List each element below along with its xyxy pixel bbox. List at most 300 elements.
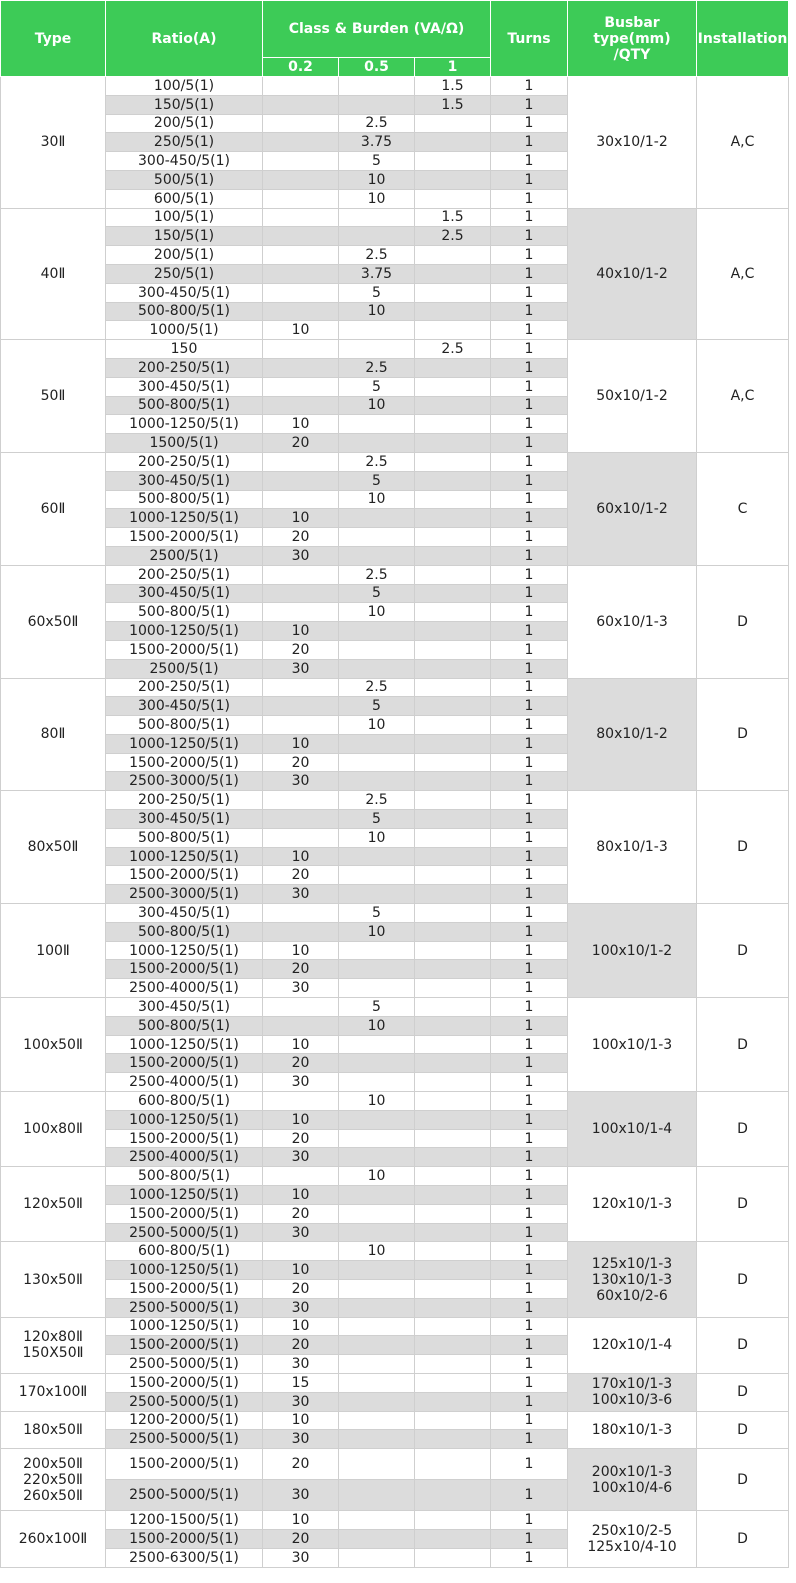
busbar-cell [568,208,697,340]
class-0-5-cell: 10 [339,396,415,415]
turns-cell: 1 [491,1373,568,1392]
ratio-cell: 300-450/5(1) [106,904,263,923]
class-0-2-cell [263,1167,339,1186]
installation-cell: D [697,565,789,678]
class-0-2-cell: 10 [263,1511,339,1530]
class-1-cell [415,152,491,171]
header-class-1: 1 [415,58,491,77]
turns-cell: 1 [491,246,568,265]
class-0-5-cell: 10 [339,490,415,509]
class-0-5-cell: 5 [339,152,415,171]
ratio-cell: 2500-5000/5(1) [106,1392,263,1411]
turns-cell: 1 [491,1430,568,1449]
installation-cell: D [697,1373,789,1411]
ratio-cell: 1500-2000/5(1) [106,866,263,885]
class-1-cell [415,264,491,283]
class-1-cell [415,584,491,603]
type-cell [1,340,106,453]
class-0-5-cell: 3.75 [339,133,415,152]
turns-cell: 1 [491,678,568,697]
ratio-cell: 300-450/5(1) [106,697,263,716]
ratio-cell: 500-800/5(1) [106,396,263,415]
turns-cell: 1 [491,866,568,885]
class-0-5-cell [339,1280,415,1299]
class-1-cell [415,847,491,866]
table-row [1,1242,789,1261]
class-0-5-cell [339,734,415,753]
ratio-cell: 1000/5(1) [106,321,263,340]
ratio-cell: 1200-1500/5(1) [106,1511,263,1530]
type-cell [1,1411,106,1449]
turns-cell: 1 [491,528,568,547]
class-0-5-cell [339,1148,415,1167]
ratio-cell: 1500-2000/5(1) [106,1449,263,1480]
turns-cell: 1 [491,998,568,1017]
installation-cell: D [697,904,789,998]
class-0-2-cell: 10 [263,509,339,528]
header-busbar [568,1,697,77]
class-0-2-cell [263,302,339,321]
ratio-cell: 1000-1250/5(1) [106,1110,263,1129]
turns-cell: 1 [491,941,568,960]
turns-cell: 1 [491,922,568,941]
class-0-5-cell [339,528,415,547]
class-0-5-cell [339,1548,415,1567]
busbar-cell [568,452,697,565]
class-0-5-cell: 5 [339,377,415,396]
ratio-cell: 1500-2000/5(1) [106,1280,263,1299]
busbar-cell [568,77,697,209]
class-1-cell [415,1035,491,1054]
class-0-5-cell: 5 [339,697,415,716]
class-0-5-cell [339,1186,415,1205]
turns-cell: 1 [491,1261,568,1280]
type-label: 260x50Ⅱ [23,1487,83,1504]
ratio-cell: 500-800/5(1) [106,828,263,847]
ratio-cell: 2500/5(1) [106,546,263,565]
type-cell [1,791,106,904]
ratio-cell: 1000-1250/5(1) [106,847,263,866]
class-0-5-cell: 5 [339,904,415,923]
turns-cell: 1 [491,434,568,453]
busbar-cell [568,1167,697,1242]
ratio-cell: 2500-4000/5(1) [106,1073,263,1092]
class-0-2-cell [263,716,339,735]
class-0-2-cell: 20 [263,1336,339,1355]
class-1-cell [415,1430,491,1449]
class-0-5-cell [339,546,415,565]
installation-cell: A,C [697,340,789,453]
ratio-cell: 1000-1250/5(1) [106,509,263,528]
turns-cell: 1 [491,471,568,490]
class-0-5-cell [339,1411,415,1430]
class-1-cell [415,960,491,979]
busbar-label: 80x10/1-2 [596,726,668,743]
table-row [1,208,789,227]
table-row [1,1317,789,1336]
installation-cell: D [697,1317,789,1373]
class-0-2-cell [263,471,339,490]
header-busbar-line: type(mm) [593,30,671,47]
type-cell [1,1092,106,1167]
turns-cell: 1 [491,1073,568,1092]
class-0-2-cell: 20 [263,528,339,547]
turns-cell: 1 [491,95,568,114]
ratio-cell: 200-250/5(1) [106,358,263,377]
class-0-5-cell: 10 [339,828,415,847]
class-0-5-cell: 2.5 [339,452,415,471]
ratio-cell: 1200-2000/5(1) [106,1411,263,1430]
class-0-5-cell: 10 [339,603,415,622]
class-1-cell [415,810,491,829]
type-cell [1,77,106,209]
class-0-5-cell [339,979,415,998]
busbar-cell [568,565,697,678]
class-0-5-cell [339,866,415,885]
table-row [1,904,789,923]
ratio-cell: 2500-5000/5(1) [106,1298,263,1317]
ratio-cell: 150/5(1) [106,227,263,246]
ratio-cell: 500-800/5(1) [106,603,263,622]
ratio-cell: 200-250/5(1) [106,678,263,697]
class-0-2-cell: 20 [263,1529,339,1548]
class-0-5-cell: 2.5 [339,358,415,377]
turns-cell: 1 [491,1548,568,1567]
busbar-label: 170x10/1-3 [591,1376,673,1393]
class-0-2-cell [263,565,339,584]
installation-cell: D [697,791,789,904]
class-0-5-cell: 2.5 [339,678,415,697]
ratio-cell: 100/5(1) [106,77,263,96]
ratio-cell: 200/5(1) [106,246,263,265]
class-1-cell [415,1317,491,1336]
class-1-cell [415,1355,491,1374]
busbar-label: 50x10/1-2 [596,388,668,405]
class-0-2-cell [263,922,339,941]
ratio-cell: 500-800/5(1) [106,490,263,509]
type-label: 120x80Ⅱ [23,1329,83,1346]
header-busbar-line: Busbar [604,14,660,31]
turns-cell: 1 [491,697,568,716]
turns-cell: 1 [491,979,568,998]
class-1-cell [415,1110,491,1129]
turns-cell: 1 [491,208,568,227]
type-label: 80x50Ⅱ [27,839,79,856]
class-0-2-cell: 20 [263,434,339,453]
header-installation: Installation [697,1,789,77]
class-1-cell [415,1054,491,1073]
table-row [1,791,789,810]
turns-cell: 1 [491,1411,568,1430]
class-1-cell [415,509,491,528]
class-1-cell [415,697,491,716]
class-0-5-cell [339,208,415,227]
turns-cell: 1 [491,302,568,321]
class-0-5-cell [339,847,415,866]
class-1-cell: 2.5 [415,227,491,246]
class-1-cell [415,471,491,490]
turns-cell: 1 [491,584,568,603]
table-body [1,77,789,1568]
class-0-5-cell [339,1373,415,1392]
class-0-5-cell: 10 [339,1167,415,1186]
class-0-5-cell [339,1392,415,1411]
turns-cell: 1 [491,640,568,659]
ratio-cell: 1000-1250/5(1) [106,415,263,434]
class-0-5-cell [339,1317,415,1336]
class-1-cell [415,1336,491,1355]
type-cell [1,1167,106,1242]
class-0-5-cell: 10 [339,170,415,189]
class-0-2-cell: 30 [263,659,339,678]
class-0-5-cell: 5 [339,471,415,490]
class-0-2-cell: 15 [263,1373,339,1392]
class-0-2-cell [263,1092,339,1111]
class-0-2-cell [263,904,339,923]
type-label: 60Ⅱ [40,500,66,517]
header-class-burden: Class & Burden (VA/Ω) [263,1,491,58]
class-1-cell [415,189,491,208]
class-0-5-cell: 10 [339,189,415,208]
class-0-5-cell [339,340,415,359]
type-label: 100Ⅱ [36,942,70,959]
turns-cell: 1 [491,791,568,810]
class-0-5-cell [339,1261,415,1280]
ratio-cell: 1500-2000/5(1) [106,960,263,979]
busbar-cell [568,1242,697,1317]
busbar-cell [568,904,697,998]
class-1-cell [415,452,491,471]
class-0-5-cell: 5 [339,283,415,302]
class-0-2-cell: 30 [263,1392,339,1411]
class-0-5-cell [339,1110,415,1129]
turns-cell: 1 [491,1016,568,1035]
type-cell [1,1317,106,1373]
type-label: 40Ⅱ [40,265,66,282]
ratio-cell: 2500-5000/5(1) [106,1223,263,1242]
installation-cell: A,C [697,208,789,340]
class-0-2-cell [263,189,339,208]
header-type: Type [1,1,106,77]
class-1-cell [415,1280,491,1299]
class-0-2-cell: 20 [263,1449,339,1480]
type-label: 30Ⅱ [40,134,66,151]
class-1-cell [415,1016,491,1035]
ratio-cell: 1000-1250/5(1) [106,1035,263,1054]
ratio-cell: 2500-5000/5(1) [106,1355,263,1374]
class-0-5-cell [339,622,415,641]
busbar-label: 100x10/4-6 [591,1479,673,1496]
turns-cell: 1 [491,1449,568,1480]
ratio-cell: 1500-2000/5(1) [106,753,263,772]
class-0-2-cell: 10 [263,321,339,340]
class-0-2-cell: 10 [263,1317,339,1336]
turns-cell: 1 [491,1511,568,1530]
class-0-5-cell: 10 [339,302,415,321]
class-0-2-cell: 30 [263,1548,339,1567]
ratio-cell: 500-800/5(1) [106,922,263,941]
type-cell [1,904,106,998]
class-0-2-cell [263,283,339,302]
type-label: 50Ⅱ [40,388,66,405]
class-1-cell [415,283,491,302]
ratio-cell: 300-450/5(1) [106,377,263,396]
installation-cell: D [697,998,789,1092]
class-0-5-cell: 5 [339,810,415,829]
class-0-5-cell [339,1204,415,1223]
class-0-5-cell [339,95,415,114]
class-0-2-cell: 20 [263,960,339,979]
class-1-cell [415,998,491,1017]
class-1-cell [415,528,491,547]
class-1-cell [415,753,491,772]
class-1-cell [415,734,491,753]
type-cell [1,1242,106,1317]
ratio-cell: 1000-1250/5(1) [106,1317,263,1336]
ratio-cell: 300-450/5(1) [106,810,263,829]
type-label: 220x50Ⅱ [23,1471,83,1488]
installation-cell: D [697,1092,789,1167]
busbar-cell [568,791,697,904]
turns-cell: 1 [491,227,568,246]
ratio-cell: 500-800/5(1) [106,302,263,321]
class-1-cell [415,1129,491,1148]
class-1-cell [415,1167,491,1186]
busbar-cell [568,1373,697,1411]
class-0-5-cell: 2.5 [339,246,415,265]
class-0-2-cell: 10 [263,415,339,434]
ratio-cell: 300-450/5(1) [106,471,263,490]
turns-cell: 1 [491,1186,568,1205]
busbar-cell [568,1317,697,1373]
class-0-5-cell: 10 [339,716,415,735]
busbar-label: 125x10/4-10 [587,1538,677,1555]
class-0-2-cell [263,697,339,716]
class-0-5-cell [339,1223,415,1242]
type-cell [1,1449,106,1511]
class-1-cell [415,772,491,791]
busbar-label: 60x10/2-6 [596,1287,668,1304]
turns-cell: 1 [491,1092,568,1111]
class-0-5-cell: 10 [339,1016,415,1035]
ratio-cell: 200/5(1) [106,114,263,133]
table-row [1,340,789,359]
turns-cell: 1 [491,1298,568,1317]
class-1-cell [415,885,491,904]
class-0-5-cell [339,227,415,246]
turns-cell: 1 [491,377,568,396]
type-label: 80Ⅱ [40,726,66,743]
turns-cell: 1 [491,1054,568,1073]
class-0-2-cell: 30 [263,979,339,998]
class-0-2-cell: 30 [263,1073,339,1092]
class-0-2-cell [263,377,339,396]
table-row [1,77,789,96]
class-1-cell [415,1529,491,1548]
turns-cell: 1 [491,1204,568,1223]
turns-cell: 1 [491,189,568,208]
turns-cell: 1 [491,716,568,735]
installation-cell: C [697,452,789,565]
header-busbar-line: /QTY [613,46,651,63]
type-label: 260x100Ⅱ [18,1530,88,1547]
class-0-2-cell: 10 [263,941,339,960]
ratio-cell: 2500-5000/5(1) [106,1480,263,1511]
class-0-2-cell [263,490,339,509]
class-1-cell [415,302,491,321]
turns-cell: 1 [491,415,568,434]
class-0-2-cell [263,133,339,152]
turns-cell: 1 [491,152,568,171]
class-1-cell [415,246,491,265]
class-1-cell [415,1548,491,1567]
class-1-cell [415,1223,491,1242]
class-0-2-cell: 10 [263,1411,339,1430]
class-0-2-cell [263,95,339,114]
turns-cell: 1 [491,396,568,415]
turns-cell: 1 [491,1242,568,1261]
class-0-5-cell: 2.5 [339,114,415,133]
class-0-5-cell [339,1480,415,1511]
ratio-cell: 600-800/5(1) [106,1242,263,1261]
ratio-cell: 1500-2000/5(1) [106,1204,263,1223]
class-1-cell [415,377,491,396]
installation-cell: D [697,1511,789,1567]
class-0-2-cell [263,340,339,359]
class-0-5-cell [339,1298,415,1317]
busbar-cell [568,1411,697,1449]
busbar-label: 100x10/3-6 [591,1392,673,1409]
class-0-2-cell: 20 [263,866,339,885]
turns-cell: 1 [491,452,568,471]
class-0-5-cell [339,659,415,678]
class-0-5-cell: 10 [339,1242,415,1261]
class-0-5-cell [339,509,415,528]
table-row [1,998,789,1017]
ratio-cell: 250/5(1) [106,133,263,152]
class-0-5-cell: 10 [339,922,415,941]
turns-cell: 1 [491,77,568,96]
class-0-2-cell [263,603,339,622]
class-0-2-cell: 10 [263,1035,339,1054]
class-1-cell [415,415,491,434]
turns-cell: 1 [491,810,568,829]
table-row [1,452,789,471]
class-1-cell [415,1373,491,1392]
table-row [1,1511,789,1530]
turns-cell: 1 [491,170,568,189]
class-1-cell [415,1449,491,1480]
table-row [1,1092,789,1111]
turns-cell: 1 [491,734,568,753]
ratio-cell: 200-250/5(1) [106,791,263,810]
class-1-cell [415,678,491,697]
class-1-cell [415,904,491,923]
class-0-2-cell [263,452,339,471]
class-0-5-cell: 2.5 [339,565,415,584]
table-row [1,565,789,584]
turns-cell: 1 [491,114,568,133]
ratio-cell: 1500-2000/5(1) [106,528,263,547]
class-0-2-cell [263,170,339,189]
turns-cell: 1 [491,1317,568,1336]
type-label: 180x50Ⅱ [23,1421,83,1438]
ratio-cell: 300-450/5(1) [106,283,263,302]
class-0-2-cell: 30 [263,1223,339,1242]
turns-cell: 1 [491,1110,568,1129]
busbar-label: 30x10/1-2 [596,134,668,151]
class-0-2-cell: 30 [263,1355,339,1374]
